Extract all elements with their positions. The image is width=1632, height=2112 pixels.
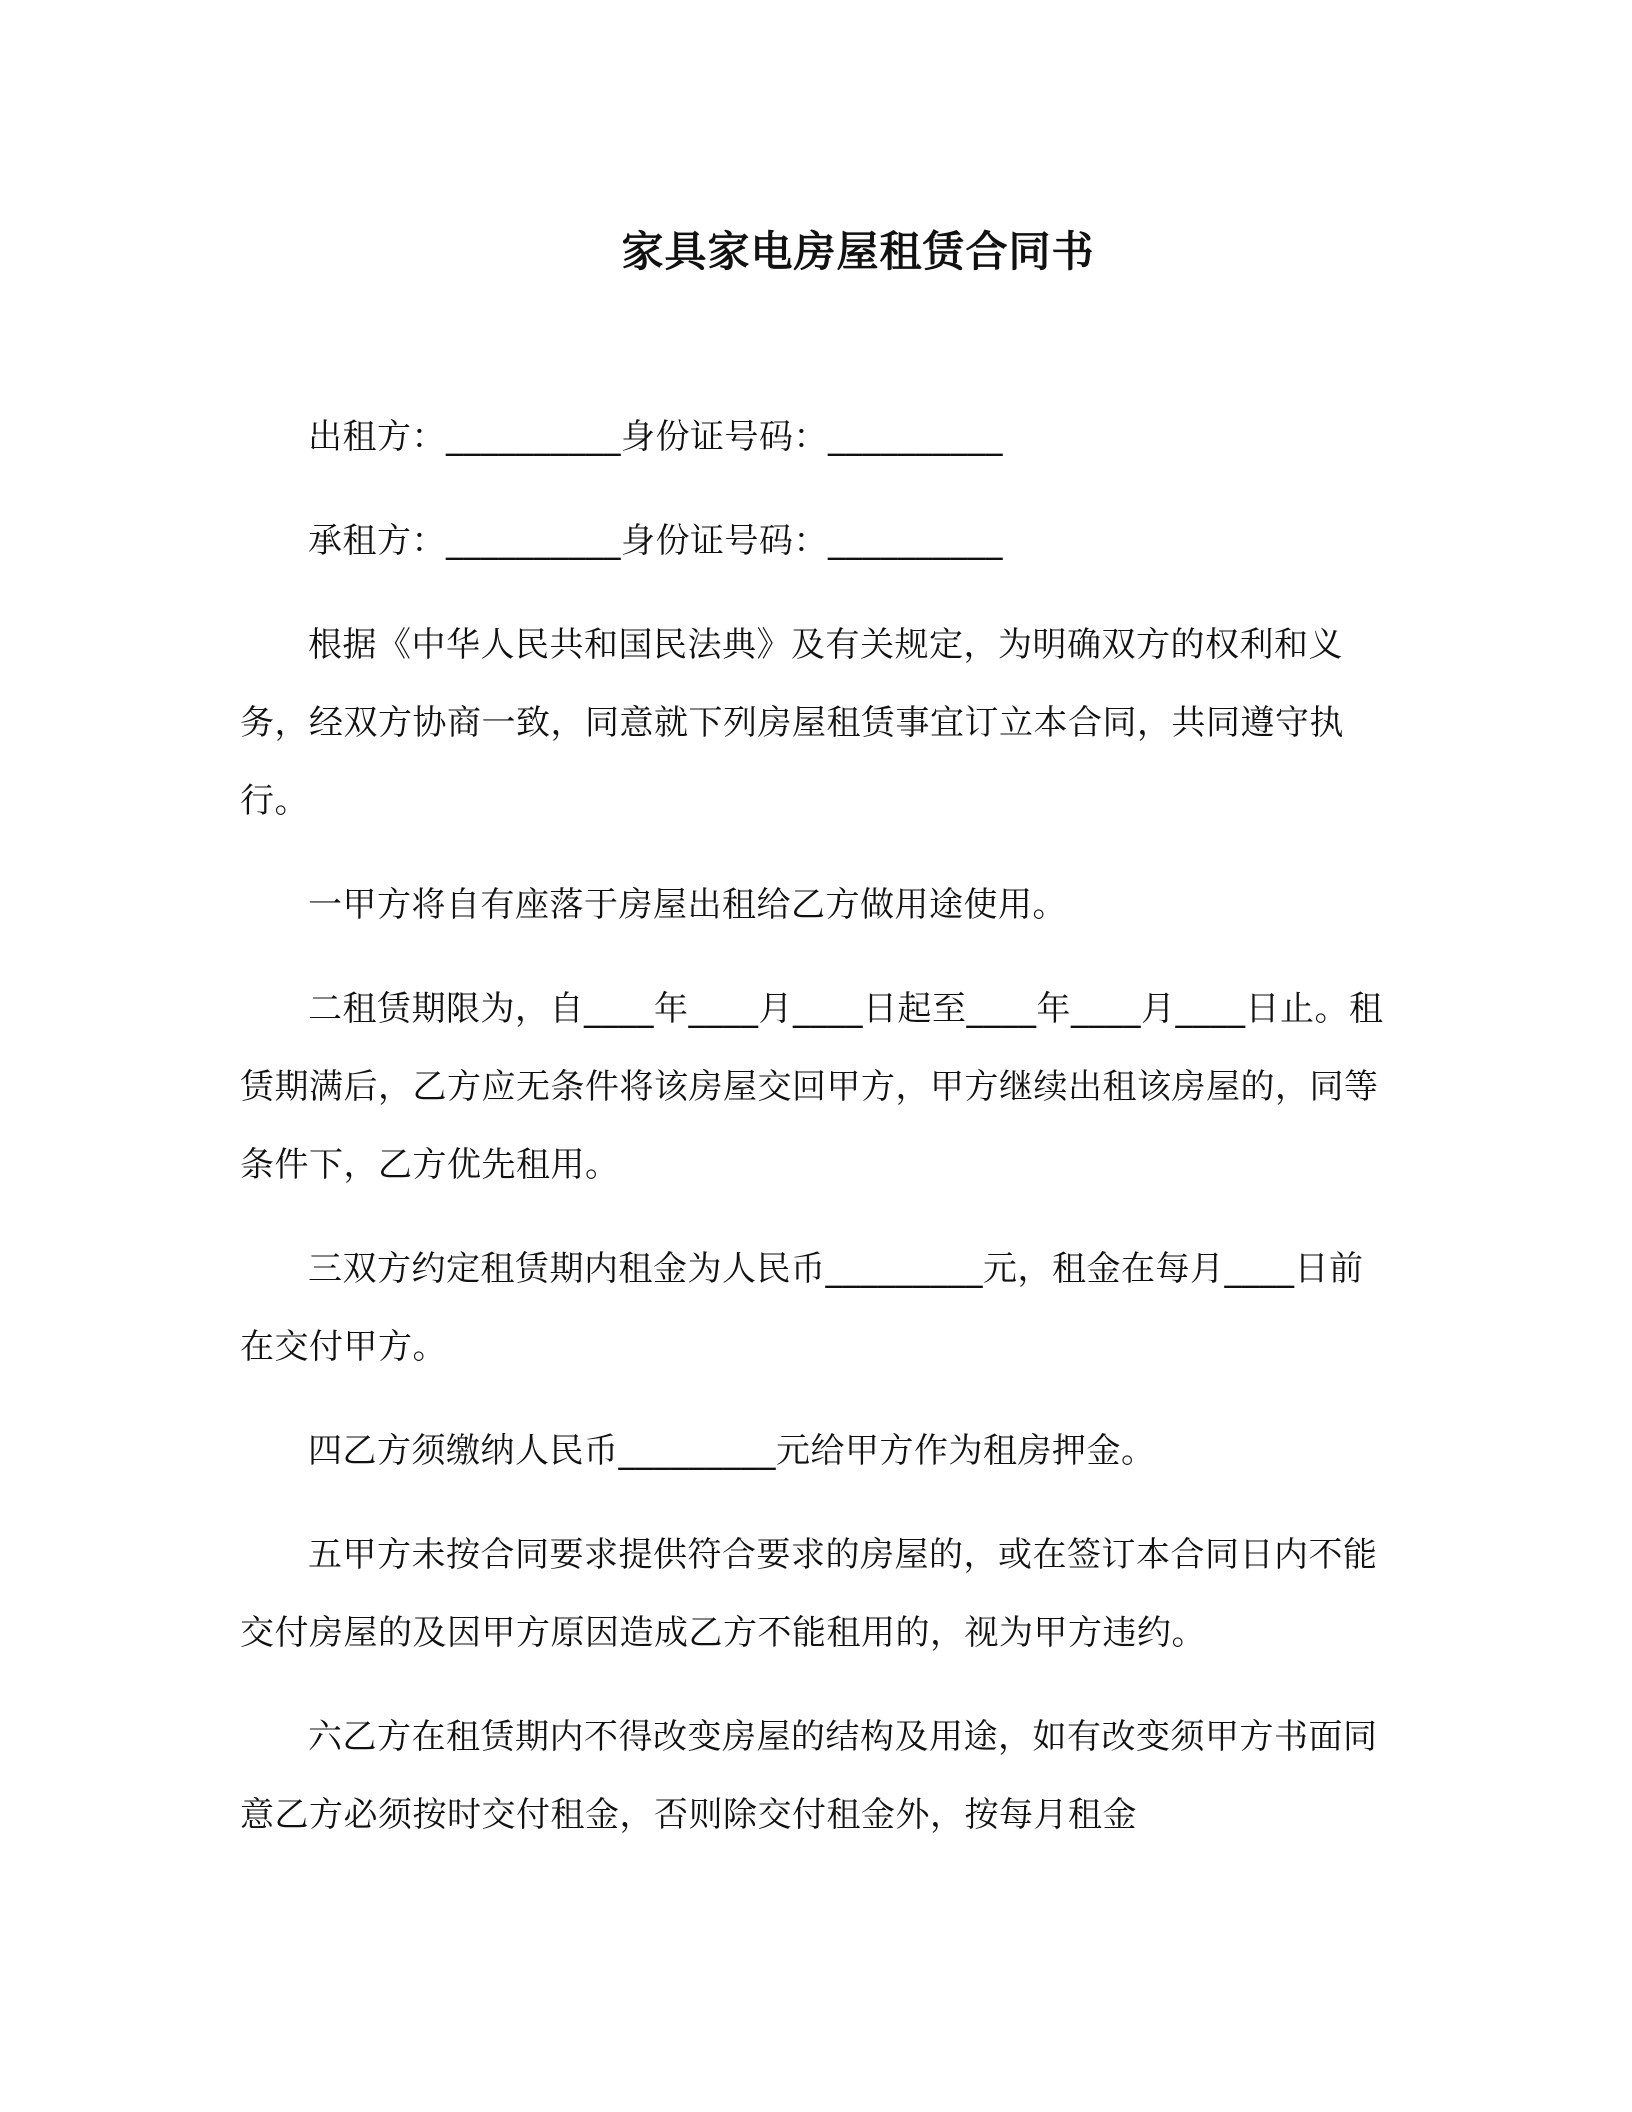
clause-2: 二租赁期限为，自____年____月____日起至____年____月____日止。租赁期满后，乙方应无条件将该房屋交回甲方，甲方继续出租该房屋的，同等条件下，乙方优先租用。 xyxy=(240,989,1384,1185)
preamble-paragraph: 根据《中华人民共和国民法典》及有关规定，为明确双方的权利和义务，经双方协商一致，同意就下列房屋租赁事宜订立本合同，共同遵守执行。 xyxy=(240,625,1344,821)
clause-1: 一甲方将自有座落于房屋出租给乙方做用途使用。 xyxy=(308,885,1067,925)
document-body xyxy=(240,398,1390,1854)
document-title: 家具家电房屋租赁合同书 xyxy=(621,227,1095,276)
clause-3: 三双方约定租赁期内租金为人民币_________元，租金在每月____日前在交付甲方。 xyxy=(240,1249,1364,1367)
lessor-line: 出租方：__________身份证号码：__________ xyxy=(308,417,1003,457)
lessee-line: 承租方：__________身份证号码：__________ xyxy=(308,521,1003,561)
clause-5: 五甲方未按合同要求提供符合要求的房屋的，或在签订本合同日内不能交付房屋的及因甲方原因造成乙方不能租用的，视为甲方违约。 xyxy=(240,1535,1378,1653)
clause-4: 四乙方须缴纳人民币_________元给甲方作为租房押金。 xyxy=(308,1431,1156,1471)
clause-6: 六乙方在租赁期内不得改变房屋的结构及用途，如有改变须甲方书面同意乙方必须按时交付租金，否则除交付租金外，按每月租金 xyxy=(240,1717,1378,1835)
